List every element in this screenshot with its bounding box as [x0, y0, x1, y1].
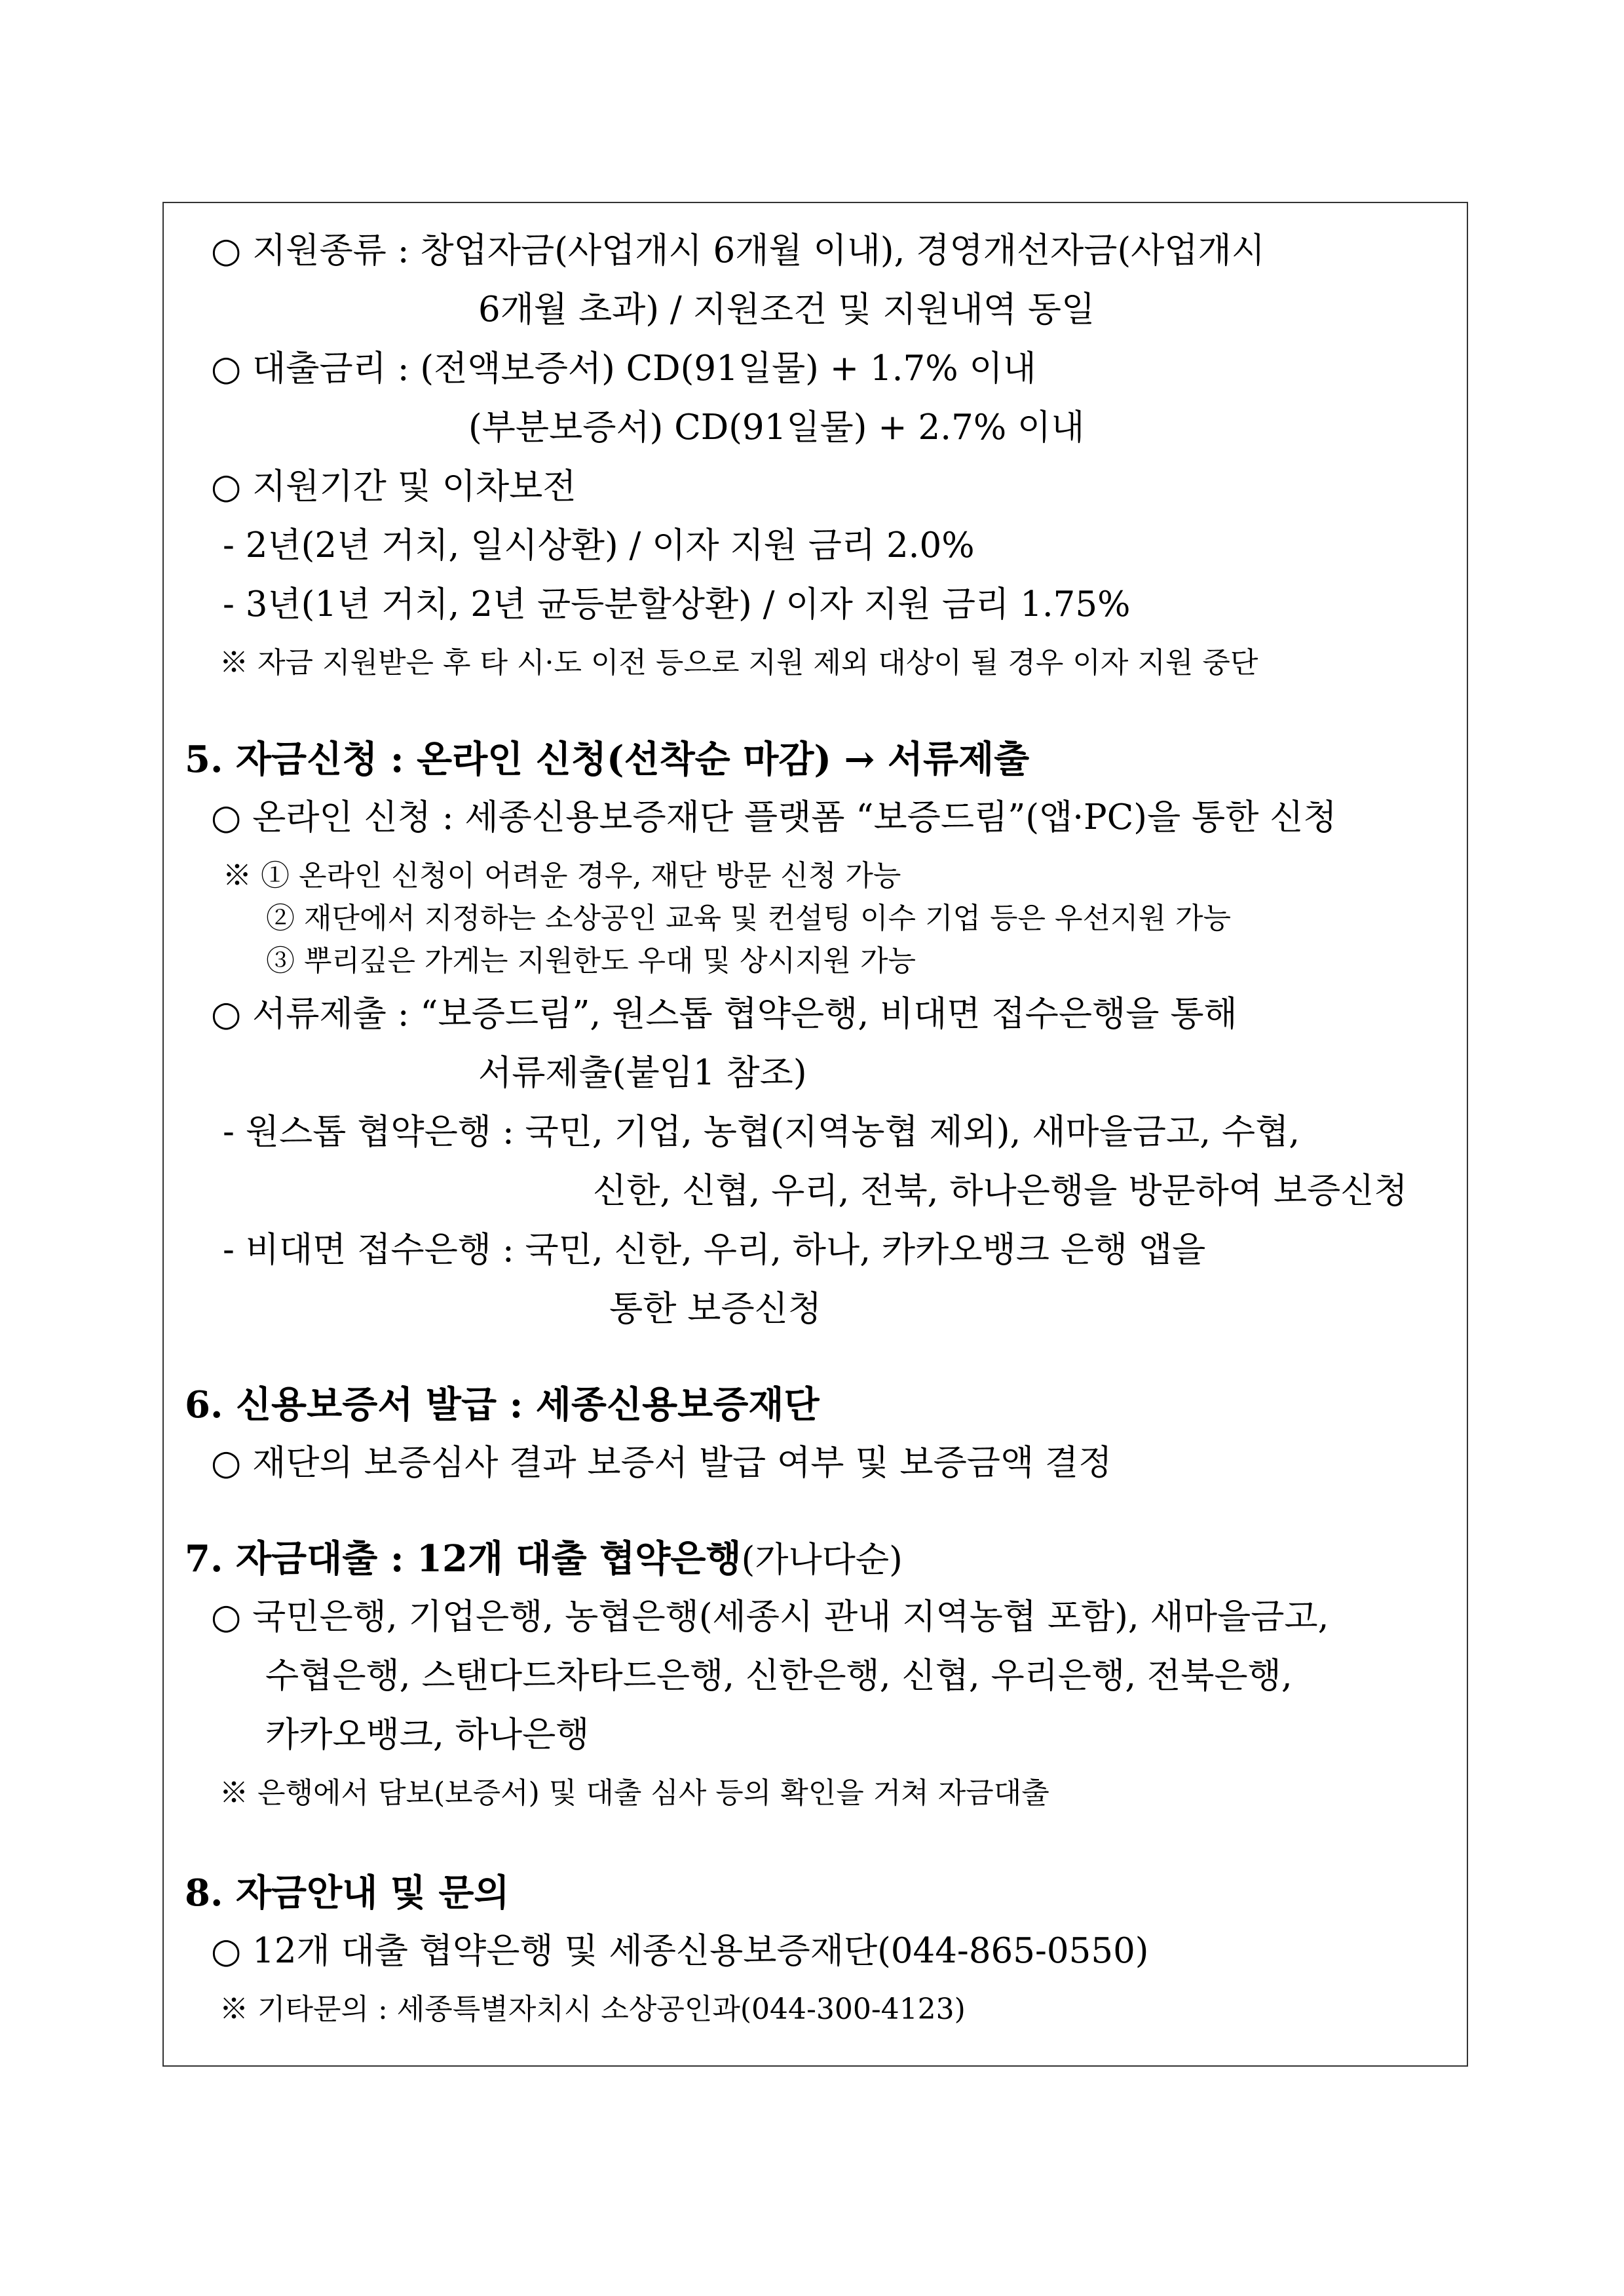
guarantee-review-line: ○ 재단의 보증심사 결과 보증서 발급 여부 및 보증금액 결정 — [211, 1443, 1112, 1483]
support-type-line: ○ 지원종류 : 창업자금(사업개시 6개월 이내), 경영개선자금(사업개시 — [211, 231, 1265, 271]
interest-note: ※ 자금 지원받은 후 타 시·도 이전 등으로 지원 제외 대상이 될 경우 이자 지원 중단 — [219, 646, 1258, 679]
section-7-heading-suffix: (가나다순) — [741, 1540, 903, 1580]
period-2yr-line: - 2년(2년 거치, 일시상환) / 이자 지원 금리 2.0% — [223, 526, 975, 565]
loan-review-note: ※ 은행에서 담보(보증서) 및 대출 심사 등의 확인을 거쳐 자금대출 — [219, 1776, 1049, 1810]
onestop-banks-line: - 원스톱 협약은행 : 국민, 기업, 농협(지역농협 제외), 새마을금고, 수협, — [223, 1112, 1300, 1152]
section-7-heading-main: 7. 자금대출 : 12개 대출 협약은행 — [185, 1537, 742, 1580]
contact-line: ○ 12개 대출 협약은행 및 세종신용보증재단(044-865-0550) — [211, 1931, 1149, 1971]
loan-rate-line: ○ 대출금리 : (전액보증서) CD(91일물) + 1.7% 이내 — [211, 349, 1036, 389]
partner-banks-line-cont-2: 카카오뱅크, 하나은행 — [265, 1715, 590, 1755]
nonface-banks-line-cont: 통한 보증신청 — [609, 1289, 822, 1329]
section-7-heading — [185, 1530, 903, 1582]
section-8-heading: 8. 자금안내 및 문의 — [185, 1871, 510, 1915]
section-5-heading: 5. 자금신청 : 온라인 신청(선착순 마감) → 서류제출 — [185, 738, 1030, 781]
onestop-banks-line-cont: 신한, 신협, 우리, 전북, 하나은행을 방문하여 보증신청 — [593, 1171, 1408, 1211]
online-note-1: ※ ① 온라인 신청이 어려운 경우, 재단 방문 신청 가능 — [223, 859, 901, 892]
support-type-line-cont: 6개월 초과) / 지원조건 및 지원내역 동일 — [478, 290, 1095, 330]
nonface-banks-line: - 비대면 접수은행 : 국민, 신한, 우리, 하나, 카카오뱅크 은행 앱을 — [223, 1230, 1206, 1270]
other-contact-note: ※ 기타문의 : 세종특별자치시 소상공인과(044-300-4123) — [219, 1993, 966, 2026]
support-period-line: ○ 지원기간 및 이차보전 — [211, 467, 576, 507]
document-submit-line: ○ 서류제출 : “보증드림”, 원스톱 협약은행, 비대면 접수은행을 통해 — [211, 994, 1237, 1034]
online-note-3: ③ 뿌리깊은 가게는 지원한도 우대 및 상시지원 가능 — [266, 944, 916, 978]
section-6-heading: 6. 신용보증서 발급 : 세종신용보증재단 — [185, 1383, 820, 1426]
period-3yr-line: - 3년(1년 거치, 2년 균등분할상환) / 이자 지원 금리 1.75% — [223, 584, 1131, 624]
online-note-2: ② 재단에서 지정하는 소상공인 교육 및 컨설팅 이수 기업 등은 우선지원 가능 — [266, 902, 1231, 935]
partner-banks-line: ○ 국민은행, 기업은행, 농협은행(세종시 관내 지역농협 포함), 새마을금고, — [211, 1597, 1329, 1637]
partner-banks-line-cont-1: 수협은행, 스탠다드차타드은행, 신한은행, 신협, 우리은행, 전북은행, — [265, 1656, 1293, 1696]
online-apply-line: ○ 온라인 신청 : 세종신용보증재단 플랫폼 “보증드림”(앱·PC)을 통한 신청 — [211, 797, 1337, 837]
loan-rate-line-cont: (부분보증서) CD(91일물) + 2.7% 이내 — [468, 408, 1085, 448]
document-submit-line-cont: 서류제출(붙임1 참조) — [478, 1053, 807, 1093]
